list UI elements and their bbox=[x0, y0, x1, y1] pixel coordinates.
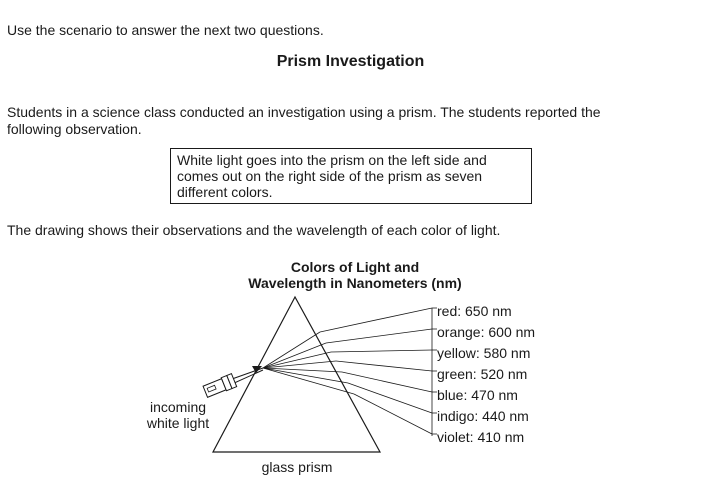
incoming-label-line: white light bbox=[146, 415, 210, 431]
ray-green bbox=[336, 361, 432, 371]
color-label-red: red: 650 nm bbox=[437, 303, 512, 319]
observation-line: comes out on the right side of the prism as seven bbox=[177, 168, 483, 184]
figure-title-line-2: Wavelength in Nanometers (nm) bbox=[248, 275, 462, 291]
flashlight-icon bbox=[203, 374, 237, 399]
ray-blue bbox=[342, 372, 432, 392]
ray-yellow bbox=[331, 350, 432, 352]
incoming-light-label bbox=[138, 399, 218, 431]
paragraph-line: Students in a science class conducted an investigation using a prism. The students reported the bbox=[7, 104, 601, 120]
color-label-green: green: 520 nm bbox=[437, 366, 528, 382]
scenario-title: Prism Investigation bbox=[276, 53, 425, 70]
color-label-indigo: indigo: 440 nm bbox=[437, 408, 529, 424]
observation-line: White light goes into the prism on the left side and bbox=[177, 152, 487, 168]
color-label-orange: orange: 600 nm bbox=[437, 324, 536, 340]
ray-violet bbox=[354, 394, 432, 434]
observation-line: different colors. bbox=[177, 184, 273, 200]
ray-red bbox=[320, 308, 432, 332]
intro-text: Use the scenario to answer the next two questions. bbox=[7, 22, 324, 38]
incoming-label-line: incoming bbox=[149, 399, 207, 415]
drawing-description: The drawing shows their observations and the wavelength of each color of light. bbox=[7, 222, 501, 238]
paragraph-line: following observation. bbox=[7, 121, 142, 137]
ray-indigo bbox=[348, 383, 432, 413]
color-label-violet: violet: 410 nm bbox=[437, 429, 525, 445]
prism-label: glass prism bbox=[261, 459, 333, 475]
color-label-blue: blue: 470 nm bbox=[437, 387, 518, 403]
color-label-yellow: yellow: 580 nm bbox=[437, 345, 531, 361]
ray-inside-green bbox=[263, 361, 336, 368]
ray-inside-red bbox=[263, 332, 320, 368]
figure-title-line-1: Colors of Light and bbox=[290, 259, 420, 275]
ray-orange bbox=[326, 329, 432, 343]
entry-arrow bbox=[252, 366, 262, 373]
